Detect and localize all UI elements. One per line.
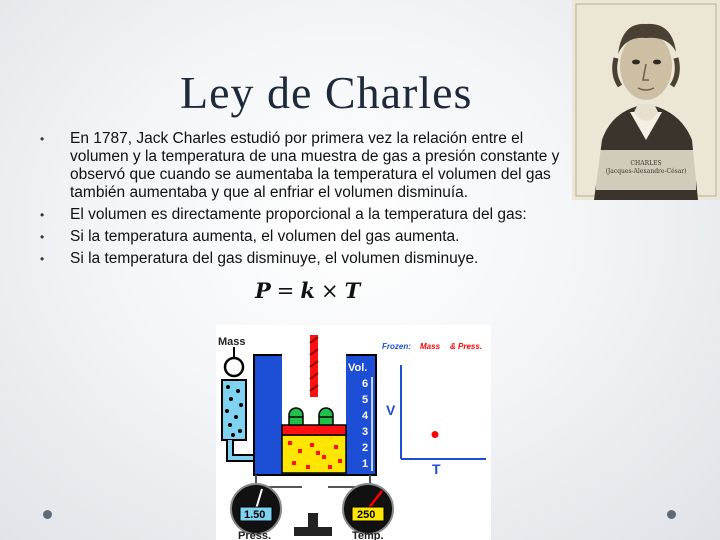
gas-chamber: [282, 435, 346, 473]
frozen-mass: Mass: [420, 342, 441, 351]
scale-6: 6: [362, 378, 369, 390]
bullet-text: El volumen es directamente proporcional a la temperatura del gas:: [70, 206, 527, 223]
mass-ring: [225, 358, 243, 376]
scale-4: 4: [362, 410, 369, 422]
frozen-label: Frozen:: [382, 342, 411, 351]
stand-base: [294, 527, 332, 536]
bullet-item: [40, 130, 560, 202]
simulation-canvas: [216, 325, 491, 540]
formula-lhs: P: [255, 278, 271, 303]
graph-y-label: V: [386, 402, 396, 418]
bullet-item: [40, 250, 560, 268]
bullet-marker: •: [40, 252, 45, 266]
bullet-item: [40, 206, 560, 224]
corner-dot-right: [667, 510, 676, 519]
formula-rhs: T: [344, 278, 361, 303]
bullet-item: [40, 228, 560, 246]
bullet-marker: •: [40, 132, 45, 146]
temperature-label: Temp.: [352, 530, 384, 540]
scale-3: 3: [362, 426, 369, 438]
pressure-value: 1.50: [244, 509, 266, 521]
bullet-list: [40, 130, 560, 272]
formula-equals: =: [276, 279, 295, 303]
portrait-caption-name: CHARLES: [630, 160, 662, 167]
formula-k: k: [300, 278, 315, 303]
mass-label: Mass: [218, 336, 246, 348]
pressure-label: Press.: [238, 530, 272, 540]
scale-2: 2: [362, 442, 369, 454]
bullet-marker: •: [40, 230, 45, 244]
vol-label: Vol.: [348, 362, 368, 374]
charles-portrait: [572, 0, 720, 200]
corner-dot-left: [43, 510, 52, 519]
temperature-value: 250: [357, 509, 376, 521]
piston: [282, 425, 346, 435]
slide-title: Ley de Charles: [180, 67, 473, 118]
graph-x-label: T: [432, 461, 441, 477]
bullet-text: En 1787, Jack Charles estudió por primera vez la relación entre el volumen y la temperatura de una muestra de gas a presión constante y observó que cuando se aumentaba la temperatura el volumen del gas también aumentaba y que al enfriar el volumen disminuía.: [70, 130, 560, 201]
charles-formula: [255, 278, 385, 306]
bullet-text: Si la temperatura aumenta, el volumen del gas aumenta.: [70, 228, 460, 245]
bullet-marker: •: [40, 208, 45, 222]
scale-5: 5: [362, 394, 369, 406]
portrait-caption-full: (Jacques-Alexandre-César): [605, 168, 687, 175]
bullet-text: Si la temperatura del gas disminuye, el volumen disminuye.: [70, 250, 479, 267]
gas-law-simulation: [216, 325, 491, 540]
frozen-press: & Press.: [450, 342, 483, 351]
scale-1: 1: [362, 458, 369, 470]
graph-data-point: [432, 431, 439, 438]
formula-times: ×: [320, 279, 339, 303]
